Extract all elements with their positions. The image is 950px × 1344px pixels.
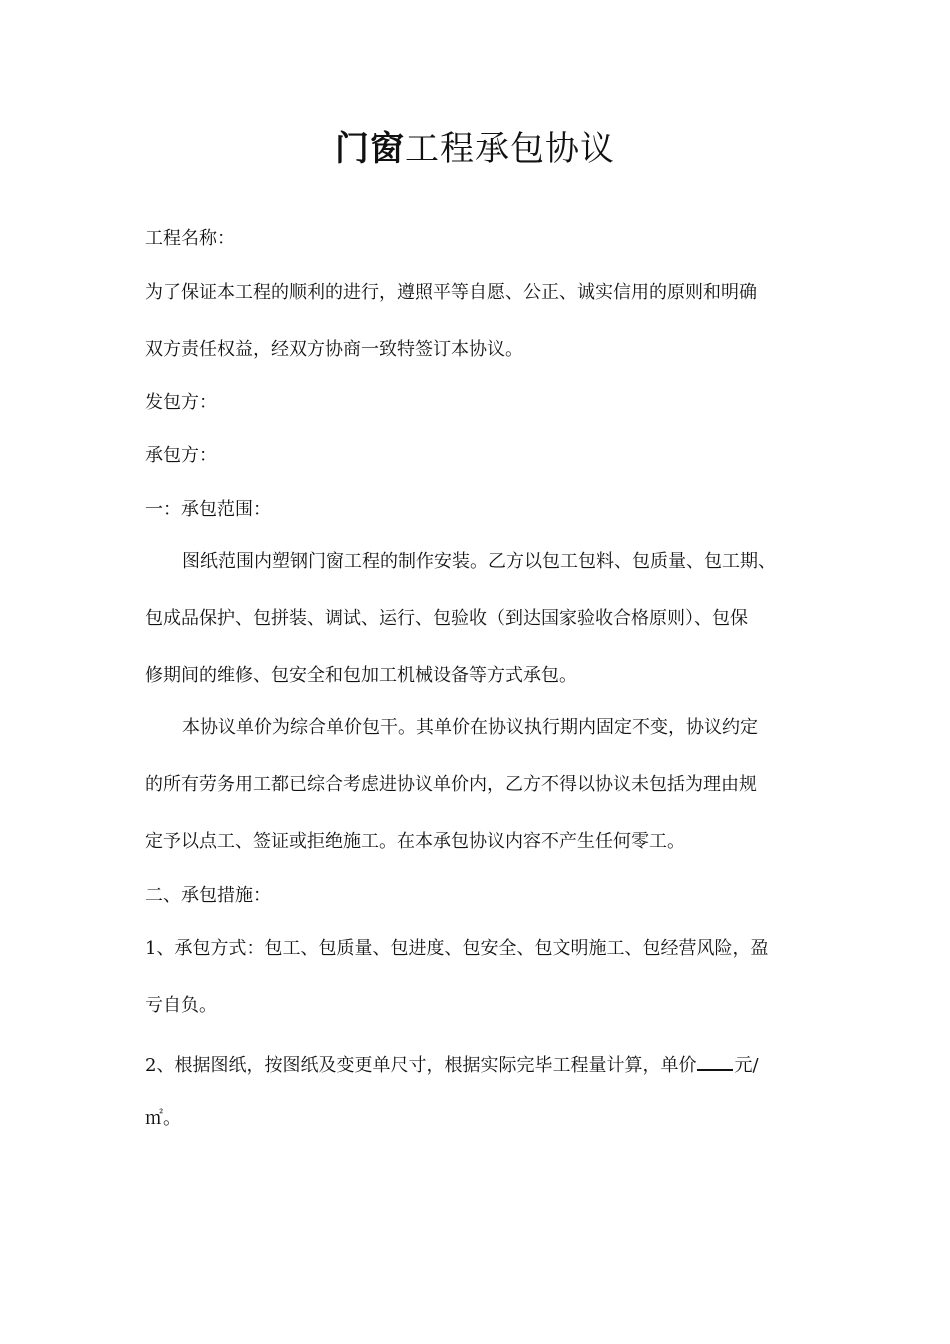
party-b-label: 承包方：	[145, 445, 217, 466]
item-2-line-1	[145, 1049, 759, 1079]
intro-line-1: 为了保证本工程的顺利的进行，遵照平等自愿、公正、诚实信用的原则和明确	[145, 282, 757, 303]
title-bold-part: 门窗	[335, 129, 405, 169]
item-2-line-2: ㎡。	[145, 1108, 181, 1129]
section-1-paragraph-1-line-1: 图纸范围内塑钢门窗工程的制作安装。乙方以包工包料、包质量、包工期、	[182, 551, 776, 572]
document-title	[0, 124, 950, 174]
intro-line-2: 双方责任权益，经双方协商一致特签订本协议。	[145, 339, 523, 360]
section-1-paragraph-2-line-1: 本协议单价为综合单价包干。其单价在协议执行期内固定不变，协议约定	[182, 717, 758, 738]
section-2-heading: 二、承包措施：	[145, 885, 271, 906]
section-1-paragraph-2-line-2: 的所有劳务用工都已综合考虑进协议单价内，乙方不得以协议未包括为理由规	[145, 774, 757, 795]
item-1-line-1: 1、承包方式：包工、包质量、包进度、包安全、包文明施工、包经营风险，盈	[145, 938, 769, 959]
section-1-paragraph-1-line-2: 包成品保护、包拼装、调试、运行、包验收（到达国家验收合格原则）、包保	[145, 608, 748, 629]
item-2-text-after-blank: 元/	[734, 1055, 759, 1076]
title-rest-part: 工程承包协议	[405, 129, 615, 169]
party-a-label: 发包方：	[145, 392, 217, 413]
project-name-label: 工程名称：	[145, 228, 235, 249]
section-1-paragraph-2-line-3: 定予以点工、签证或拒绝施工。在本承包协议内容不产生任何零工。	[145, 831, 685, 852]
unit-price-blank[interactable]	[697, 1049, 733, 1071]
section-1-heading: 一：承包范围：	[145, 499, 271, 520]
item-1-line-2: 亏自负。	[145, 995, 217, 1016]
item-2-text-before-blank: 2、根据图纸，按图纸及变更单尺寸，根据实际完毕工程量计算，单价	[145, 1055, 697, 1076]
section-1-paragraph-1-line-3: 修期间的维修、包安全和包加工机械设备等方式承包。	[145, 665, 577, 686]
